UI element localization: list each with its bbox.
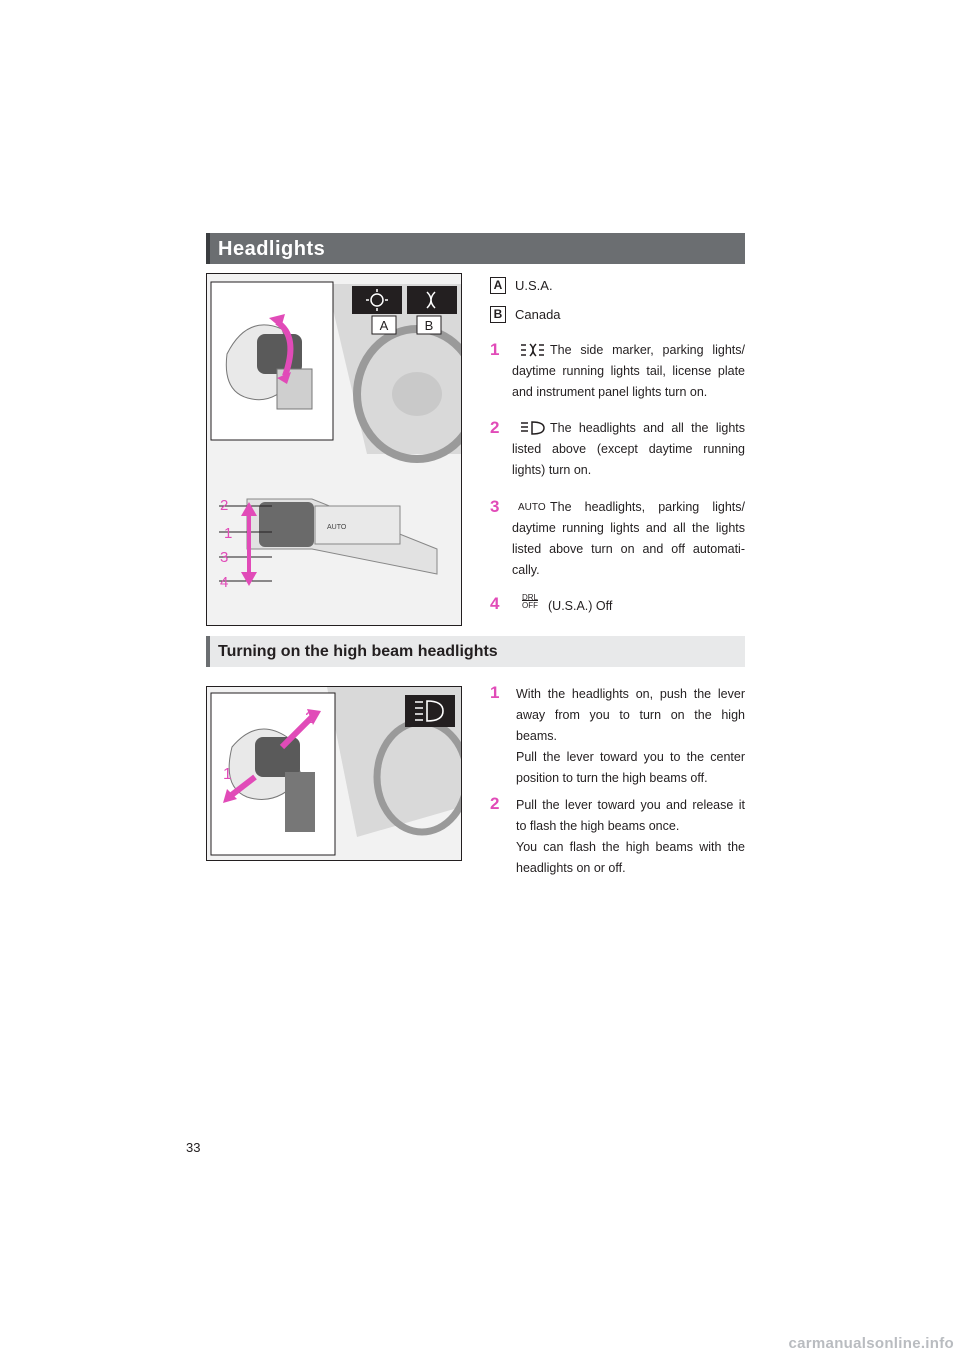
high-beam-item-subtext-2: You can flash the high beams with the headlights on or off. <box>516 840 745 875</box>
section-title: Headlights <box>218 238 326 260</box>
illustration2-num-1: 1 <box>223 766 232 783</box>
item-text-2: The headlights and all the lights listed above (except daytime running lights) turn on. <box>512 421 745 477</box>
section-header-headlights <box>206 233 745 264</box>
headlight-switch-illustration <box>206 273 462 626</box>
item-number-2: 2 <box>490 418 500 437</box>
watermark: carmanualsonline.info <box>788 1335 954 1352</box>
high-beam-item-subtext-1: Pull the lever toward you to the center position to turn the high beams off. <box>516 750 745 785</box>
illustration-label-a: A <box>379 318 389 333</box>
label-canada: Canada <box>515 307 561 322</box>
badge-b: B <box>490 306 506 323</box>
headlight-switch-drawing <box>207 274 461 625</box>
high-beam-item-number-1: 1 <box>490 683 500 702</box>
high-beam-drawing <box>207 687 461 860</box>
drl-off-icon <box>522 594 538 610</box>
page-number: 33 <box>186 1140 201 1155</box>
item-text-4: (U.S.A.) Off <box>548 599 613 613</box>
illustration-num-2: 2 <box>220 497 229 514</box>
high-beam-item-number-2: 2 <box>490 794 500 813</box>
high-beam-illustration <box>206 686 462 861</box>
section-header-high-beam <box>206 636 745 667</box>
illustration-num-1: 1 <box>224 525 233 542</box>
high-beam-item-text-1: With the headlights on, push the lever away from you to turn on the high beams. <box>516 687 745 743</box>
item-text-3: The headlights, parking lights/ daytime running lights and all the lights listed above turn on and off automati-cally. <box>512 500 745 577</box>
section-title-high-beam: Turning on the high beam headlights <box>218 643 498 660</box>
item-text-1: The side marker, parking lights/ daytime running lights tail, license plate and instrument panel lights turn on. <box>512 343 745 399</box>
label-usa: U.S.A. <box>515 278 553 293</box>
drl-icon-top: DRL <box>522 593 539 602</box>
high-beam-item-text-2: Pull the lever toward you and release it to flash the high beams once. <box>516 798 745 833</box>
illustration2-num-2: 2 <box>305 710 314 727</box>
auto-icon: AUTO <box>518 502 546 513</box>
illustration-auto-label: AUTO <box>327 524 347 531</box>
illustration-num-4: 4 <box>220 574 229 591</box>
drl-icon-bottom: $\overline{OFF}$ <box>522 601 538 610</box>
item-number-4: 4 <box>490 594 500 613</box>
illustration-num-3: 3 <box>220 549 229 566</box>
item-number-3: 3 <box>490 497 500 516</box>
badge-a: A <box>490 277 506 294</box>
item-number-1: 1 <box>490 340 500 359</box>
illustration-label-b: B <box>424 318 434 333</box>
